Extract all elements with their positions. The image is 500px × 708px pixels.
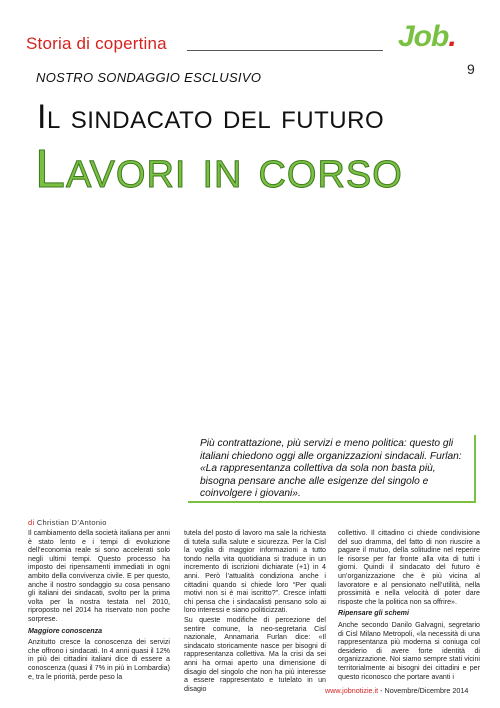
body-paragraph: Il cambiamento della società italiana per anni è stato lento e i tempi di evoluzione dell’economia reale si sono accelerati solo negli ultimi tempi. Questo processo ha imposto dei ripensamenti immediati in ogni ambito della convivenza civile. E per questo, anche il nostro sondaggio su cosa pensano gli italiani dei sindacati, svolto per la prima volta per la nostra testata nel 2010, riproposto nel 2014 ha riservato non poche sorprese.: [28, 529, 170, 623]
kicker: NOSTRO SONDAGGIO ESCLUSIVO: [36, 70, 262, 85]
article-column-2: [184, 529, 326, 694]
article-column-3: [338, 529, 480, 682]
page-number: 9: [467, 61, 475, 77]
subheading: Ripensare gli schemi: [338, 609, 409, 618]
article-column-1: [28, 529, 170, 682]
byline-prefix: di: [28, 518, 35, 527]
body-paragraph: collettivo. Il cittadino ci chiede condivisione del suo dramma, del fatto di non riuscire a pagare il mutuo, della solitudine nel reperire le risorse per far fronte alla vita di tutti i giorni. Quindi il sindacato del futuro è un’organizzazione che è più vicina al lavoratore e al pensionato nell’utilità, nella prossimità e nella velocità di poter dare risposte che la politica non sa offrire».: [338, 529, 480, 606]
body-paragraph: Su queste modifiche di percezione del sentire comune, la neo-segretaria Cisl nazionale, Annamaria Furlan dice: «Il sindacato storicamente nasce per bisogni di rappresentanza collettiva. Ma la crisi da sei anni ha ormai aperto una dimensione di disagio del singolo che non ha più interesse a essere rappresentato e tutelato in un disagio: [184, 615, 326, 693]
byline: [28, 518, 107, 527]
job-logo: [398, 21, 456, 53]
headline-line-2: Lavori in corso: [35, 139, 403, 199]
logo-text: Job: [398, 20, 449, 53]
footer-url[interactable]: www.jobnotizie.it: [325, 686, 379, 695]
section-title: Storia di copertina: [26, 34, 167, 53]
lead-paragraph: Più contrattazione, più servizi e meno politica: questo gli italiani chiedono oggi alle organizzazioni sindacali. Furlan: «La rappresentanza collettiva da sola non basta più, bisogna pensare anche alle esigenze del singolo e coinvolgere i giovani».: [200, 438, 462, 500]
body-paragraph: Anche secondo Danilo Galvagni, segretario di Cisl Milano Metropoli, «la necessità di una rappresentanza più moderna si coniuga col desiderio di avere forte identità di organizzazione. Noi siamo sempre stati vicini territorialmente ai bisogni dei cittadini e per questo riconosco che portare avanti i: [338, 620, 480, 681]
section-rule: [187, 50, 383, 51]
body-paragraph: tutela del posto di lavoro ma sale la richiesta di tutela sulla salute e sicurezza. Per la Cisl la voglia di maggior informazioni a tutto tondo nella vita quotidiana si traduce in un incremento di iscrizioni dichiarate (+1) in 4 anni. Però l’attualità condiziona anche i cittadini quando si chiede loro “Per quali motivi non si è mai iscritto?”. Cresce infatti chi pensa che i sindacalisti pensano solo ai loro interessi e siano politicizzati.: [184, 529, 326, 615]
headline-line-1: Il sindacato del futuro: [37, 98, 385, 136]
subheading: Maggiore conoscenza: [28, 626, 103, 635]
footer-date: - Novembre/Dicembre 2014: [378, 686, 469, 695]
footer: [325, 686, 468, 695]
logo-dot: .: [448, 20, 456, 53]
byline-author: Christian D’Antonio: [36, 518, 107, 527]
body-paragraph: Anzitutto cresce la conoscenza dei servizi che offrono i sindacati. In 4 anni quasi il 12% in più dei cittadini italiani dice di essere a conoscenza (quasi il 7% in più in Lombardia) e, tra le priorità, perde peso la: [28, 638, 170, 681]
